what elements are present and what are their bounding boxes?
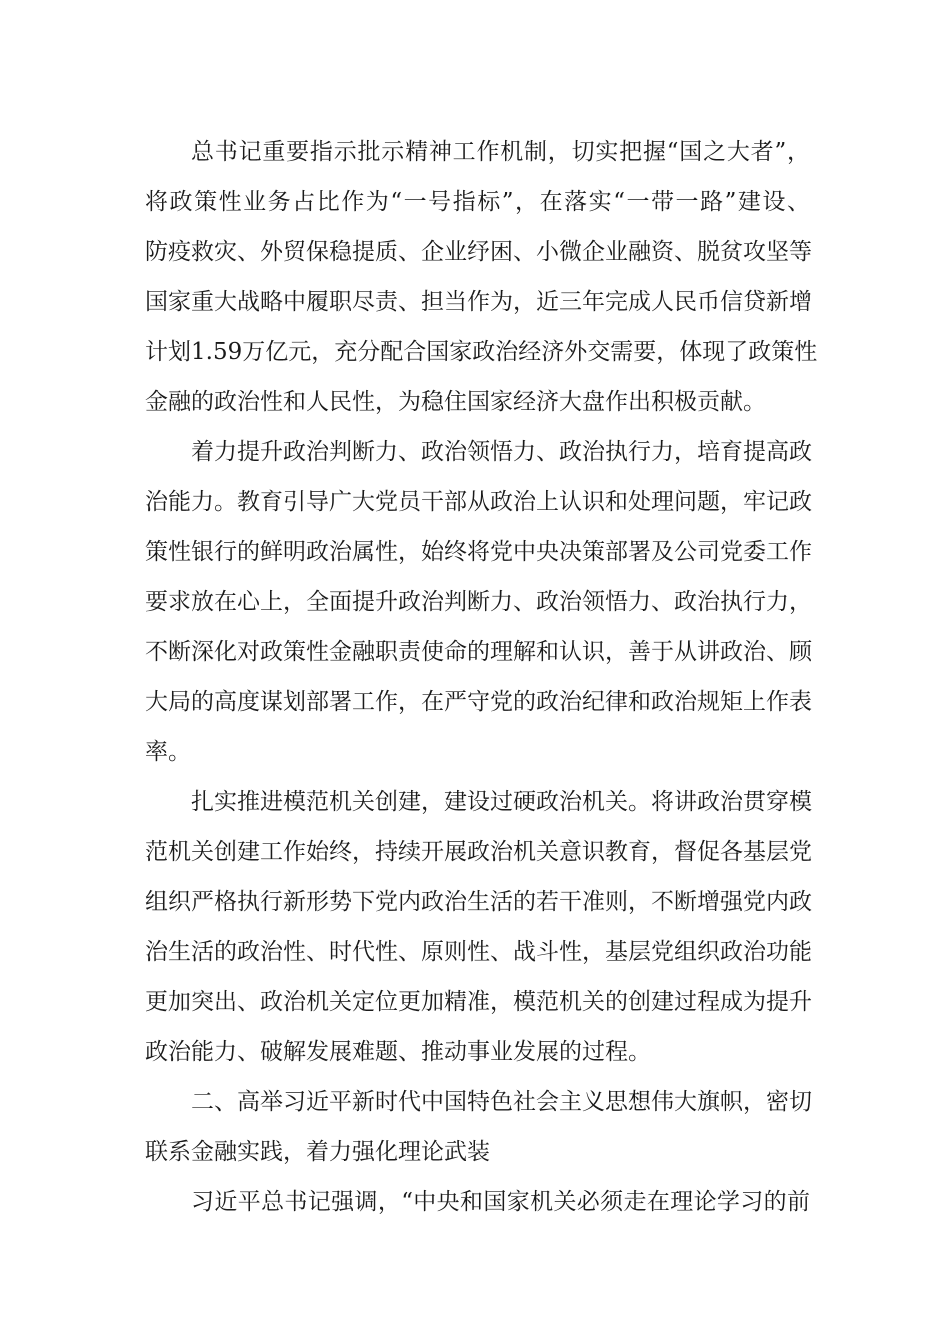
text-line: 要求放在心上，全面提升政治判断力、政治领悟力、政治执行力， — [145, 589, 812, 615]
text-line: 着力提升政治判断力、政治领悟力、政治执行力，培育提高政 — [191, 439, 812, 465]
paragraph-2 — [145, 427, 810, 777]
text-line: 更加突出、政治机关定位更加精准，模范机关的创建过程成为提升 — [145, 989, 812, 1015]
text-line: 组织严格执行新形势下党内政治生活的若干准则，不断增强党内政 — [145, 889, 812, 915]
paragraph-3 — [145, 777, 810, 1077]
text-line: 防疫救灾、外贸保稳提质、企业纾困、小微企业融资、脱贫攻坚等 — [145, 239, 812, 265]
text-line: 计划1.59万亿元，充分配合国家政治经济外交需要，体现了政策性 — [145, 339, 818, 365]
paragraph-5 — [145, 1177, 810, 1227]
text-line: 大局的高度谋划部署工作，在严守党的政治纪律和政治规矩上作表 — [145, 689, 812, 715]
text-line: 治能力。教育引导广大党员干部从政治上认识和处理问题，牢记政 — [145, 489, 812, 515]
text-line: 金融的政治性和人民性，为稳住国家经济大盘作出积极贡献。 — [145, 389, 766, 415]
text-line: 政治能力、破解发展难题、推动事业发展的过程。 — [145, 1039, 651, 1065]
text-line: 策性银行的鲜明政治属性，始终将党中央决策部署及公司党委工作 — [145, 539, 812, 565]
document-body — [145, 127, 818, 1227]
text-line: 将政策性业务占比作为“一号指标”，在落实“一带一路”建设、 — [145, 189, 810, 215]
text-line: 范机关创建工作始终，持续开展政治机关意识教育，督促各基层党 — [145, 839, 812, 865]
text-line: 总书记重要指示批示精神工作机制，切实把握“国之大者”， — [191, 139, 810, 165]
text-line: 扎实推进模范机关创建，建设过硬政治机关。将讲政治贯穿模 — [191, 789, 812, 815]
text-line: 国家重大战略中履职尽责、担当作为，近三年完成人民币信贷新增 — [145, 289, 812, 315]
text-line: 习近平总书记强调，“中央和国家机关必须走在理论学习的前 — [191, 1189, 810, 1215]
text-line: 治生活的政治性、时代性、原则性、战斗性，基层党组织政治功能 — [145, 939, 812, 965]
text-line: 率。 — [145, 739, 191, 765]
text-line: 不断深化对政策性金融职责使命的理解和认识，善于从讲政治、顾 — [145, 639, 812, 665]
text-line: 二、高举习近平新时代中国特色社会主义思想伟大旗帜，密切 — [191, 1089, 812, 1115]
text-line: 联系金融实践，着力强化理论武装 — [145, 1139, 490, 1165]
section-heading — [145, 1077, 810, 1177]
paragraph-1 — [145, 127, 818, 427]
